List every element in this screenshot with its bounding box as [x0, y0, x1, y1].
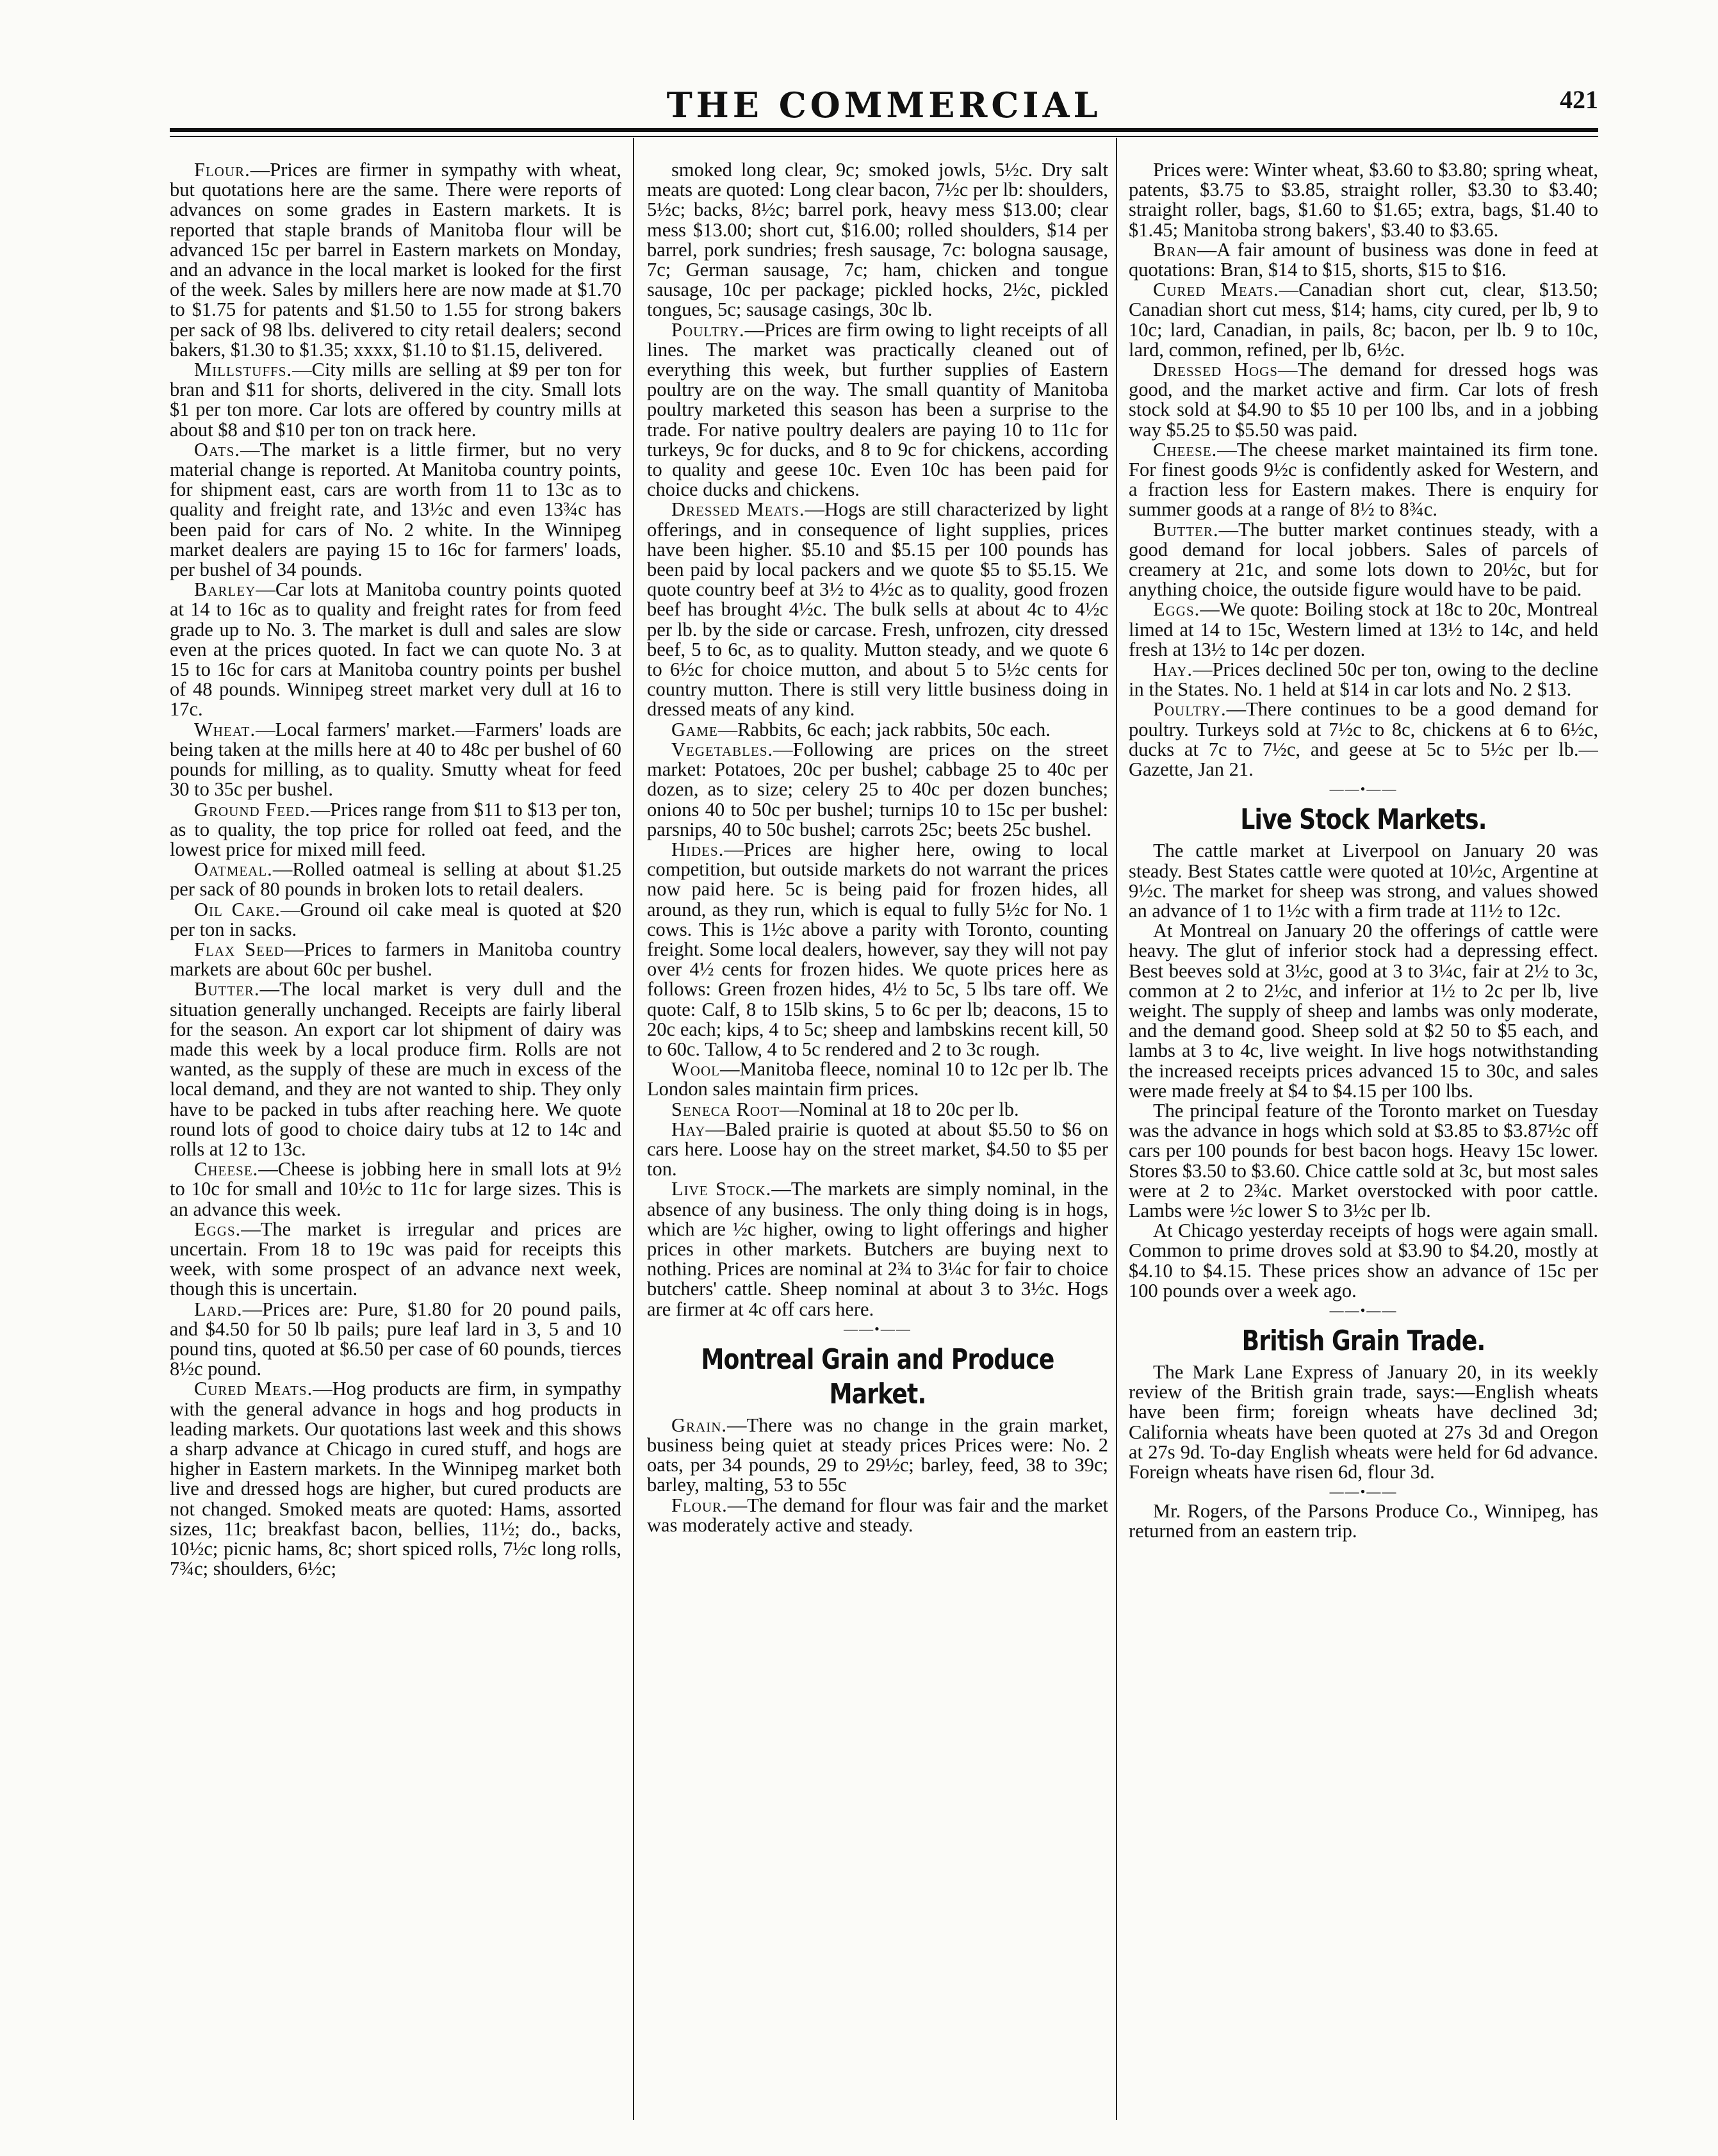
- paragraph-text: —The market is irregular and prices are uncertain. From 18 to 19c was paid for receipts this week, with some prospect of an advance next week, though this is uncertain.: [170, 1218, 621, 1300]
- paragraph-heading: Flax Seed: [194, 938, 284, 960]
- paragraph-text: —Manitoba fleece, nominal 10 to 12c per lb. The London sales maintain firm prices.: [647, 1058, 1108, 1100]
- closing-note: Mr. Rogers, of the Parsons Produce Co., Winnipeg, has returned from an eastern trip.: [1129, 1500, 1598, 1542]
- paragraph-heading: Poultry.: [1153, 698, 1227, 721]
- column-2: [647, 160, 1108, 2120]
- paragraph-heading: Cheese.: [1153, 438, 1218, 461]
- paragraph-text: —A fair amount of business was done in feed at quotations: Bran, $14 to $15, shorts, $15 to $16.: [1129, 238, 1598, 281]
- market-paragraph: [1129, 600, 1598, 660]
- paragraph-text: —The local market is very dull and the situation generally unchanged. Receipts are fairly liberal for the season. An export car lot shipment of dairy was made this week by a local produce firm. Rolls are not wanted, as the supply of these are much in excess of the local demand, and they are not wanted to ship. They only have to be packed in tubs after reaching here. We quote round lots of good to choice dairy tubs at 12 to 14c and rolls at 12 to 13c.: [170, 978, 621, 1160]
- market-paragraph: [170, 360, 621, 440]
- market-paragraph: [1129, 699, 1598, 780]
- paragraph-heading: Oil Cake.: [194, 898, 281, 920]
- paragraph-heading: Cured Meats.: [194, 1378, 313, 1400]
- paragraph-text: —The demand for dressed hogs was good, and the market active and firm. Car lots of fresh stock sold at $4.90 to $5 10 per 100 lbs, and in a jobbing way $5.25 to $5.50 was paid.: [1129, 359, 1598, 441]
- paragraph-text: —Prices range from $11 to $13 per ton, as to quality, the top price for rolled oat feed, and the lowest price for mixed mill feed.: [170, 798, 621, 860]
- column-3: [1129, 160, 1598, 2120]
- paragraph-heading: Dressed Meats.: [671, 498, 805, 521]
- paragraph-text: —Canadian short cut, clear, $13.50; Canadian short cut mess, $14; hams, city cured, per lb, 9 to 10c; lard, Canadian, in pails, 8c; bacon, per lb. 9 to 10c, lard, common, refined, per lb, 6½c.: [1129, 279, 1598, 361]
- paragraph-heading: Millstuffs.: [194, 359, 293, 381]
- paragraph-text: —There was no change in the grain market, business being quiet at steady prices Prices were: No. 2 oats, per 34 pounds, 29 to 29½c; barley, feed, 38 to 39c; barley, malting, 53 to 55c: [647, 1414, 1108, 1496]
- market-paragraph: [1129, 240, 1598, 280]
- market-paragraph: [647, 740, 1108, 840]
- column-divider: [1116, 138, 1117, 2120]
- paragraph-text: —We quote: Boiling stock at 18c to 20c, Montreal limed at 14 to 15c, Western limed at 13½ to 14c, and held fresh at 13½ to 14c per dozen.: [1129, 598, 1598, 660]
- paragraph-heading: Hay: [671, 1118, 706, 1140]
- paragraph-heading: Ground Feed.: [194, 798, 311, 821]
- market-paragraph: [1129, 440, 1598, 520]
- market-paragraph: [1129, 280, 1598, 360]
- paragraph-text: The cattle market at Liverpool on January 20 was steady. Best States cattle were quoted at 10½c, Argentine at 9½c. The market for sheep was strong, and values showed an advance of 1 to 1½c with a firm trade at 11½ to 12c.: [1129, 840, 1598, 922]
- market-paragraph: [1129, 841, 1598, 921]
- market-paragraph: [1129, 520, 1598, 600]
- market-paragraph: [647, 320, 1108, 500]
- paragraph-heading: Hay.: [1153, 658, 1193, 681]
- market-paragraph: [170, 1159, 621, 1220]
- paragraph-heading: Cured Meats.: [1153, 279, 1279, 301]
- paragraph-text: —Rolled oatmeal is selling at about $1.25 per sack of 80 pounds in broken lots to retail dealers.: [170, 858, 621, 901]
- paragraph-heading: Eggs.: [1153, 598, 1200, 621]
- market-paragraph: [647, 1416, 1108, 1496]
- section-ornament: ——•——: [844, 1320, 912, 1337]
- market-paragraph: [647, 1179, 1108, 1319]
- paragraph-text: At Montreal on January 20 the offerings of cattle were heavy. The glut of inferior stock had a depressing effect. Best beeves sold at 3½c, good at 3 to 3¼c, fair at 2½ to 3c, common at 2 to 2½c, and inferior at 1½ to 2c per lb, live weight. The supply of sheep and lambs was only moderate, and the demand good. Sheep sold at $2 50 to $5 each, and lambs at 3 to 4c, live weight. In live hogs notwithstanding the increased receipts prices advanced 15 to 30c, and sales were made freely at $4 to $4.15 per 100 lbs.: [1129, 920, 1598, 1102]
- paragraph-text: —Prices declined 50c per ton, owing to the decline in the States. No. 1 held at $14 in car lots and No. 2 $13.: [1129, 658, 1598, 701]
- paragraph-heading: Dressed Hogs: [1153, 359, 1278, 381]
- paragraph-text: —Ground oil cake meal is quoted at $20 per ton in sacks.: [170, 898, 621, 940]
- market-paragraph: [1129, 1101, 1598, 1221]
- paragraph-text: —The cheese market maintained its firm tone. For finest goods 9½c is confidently asked for Western, and a fraction less for Eastern makes. There is enquiry for summer goods at a range of 8½ to 8¾c.: [1129, 438, 1598, 521]
- paragraph-text: —Prices are firm owing to light receipts of all lines. The market was practically cleaned out of everything this week, but further supplies of Eastern poultry are on the way. The small quantity of Manitoba poultry marketed this season has been a surprise to the trade. For native poultry dealers are paying 10 to 11c for turkeys, 9c for ducks, and 8 to 9c for chickens, according to quality and geese 10c. Even 10c has been paid for choice ducks and chickens.: [647, 318, 1108, 501]
- paragraph-text: —Prices are higher here, owing to local competition, but outside markets do not warrant the prices now paid here. 5c is being paid for frozen hides, all around, as they run, which is equal to fully 5½c for No. 1 cows. This is 1½c above a parity with Toronto, counting freight. Some local dealers, however, say they will not pay over 4½ cents for frozen hides. We quote prices here as follows: Green frozen hides, 4½ to 5c, 5 lbs tare off. We quote: Calf, 8 to 15lb skins, 5 to 6c per lb; deacons, 15 to 20c each; kips, 4 to 5c; sheep and lambskins recent kill, 50 to 60c. Tallow, 4 to 5c rendered and 2 to 3c rough.: [647, 838, 1108, 1060]
- market-paragraph: [1129, 360, 1598, 440]
- paragraph-text: —Hog products are firm, in sympathy with the general advance in hogs and hog products in leading markets. Our quotations last week and this shows a sharp advance at Chicago in cured stuff, and hogs are higher in Eastern markets. In the Winnipeg market both live and dressed hogs are higher, but cured products are not changed. Smoked meats are quoted: Hams, assorted sizes, 11c; breakfast bacon, bellies, 11½; do., backs, 10½c; picnic hams, 8c; short spiced rolls, 7½c long rolls, 7¾c; shoulders, 6½c;: [170, 1378, 621, 1580]
- paragraph-text: —Nominal at 18 to 20c per lb.: [780, 1098, 1019, 1120]
- paragraph-text: smoked long clear, 9c; smoked jowls, 5½c. Dry salt meats are quoted: Long clear bacon, 7½c per lb: shoulders, 5½c; backs, 8½c; barrel pork, heavy mess $13.00; clear mess $13.00; short cut, $16.00; rolled shoulders, $14 per barrel, pork sundries; fresh sausage, 7c: bologna sausage, 7c; German sausage, 7c; ham, chicken and tongue sausage, 10c per package; pickled hocks, 2½c, pickled tongues, 5c; sausage casings, 30c lb.: [647, 160, 1108, 321]
- paragraph-heading: Seneca Root: [671, 1098, 780, 1120]
- paragraph-heading: Flour.: [671, 1494, 728, 1516]
- paragraph-heading: Flour.: [194, 160, 250, 181]
- market-paragraph: [647, 840, 1108, 1059]
- paragraph-text: The Mark Lane Express of January 20, in its weekly review of the British grain trade, says:—English wheats have been firm; foreign wheats have declined 3d; California wheats have been quoted at 27s 3d and Oregon at 27s 9d. To-day English wheats were held for 6d advance. Foreign wheats have risen 6d, flour 3d.: [1129, 1360, 1598, 1483]
- market-paragraph: [647, 160, 1108, 320]
- newspaper-title: THE COMMERCIAL: [666, 85, 1102, 126]
- market-paragraph: [647, 1120, 1108, 1180]
- paragraph-text: —Car lots at Manitoba country points quoted at 14 to 16c as to quality and freight rates for from feed grade up to No. 3. The market is dull and sales are slow even at the prices quoted. In fact we can quote No. 3 at 15 to 16c for cars at Manitoba country points per bushel of 48 pounds. Winnipeg street market very dull at 16 to 17c.: [170, 578, 621, 721]
- paragraph-text: —Local farmers' market.—Farmers' loads are being taken at the mills here at 40 to 48c per bushel of 60 pounds for milling, as to quality. Smutty wheat for feed 30 to 35c per bushel.: [170, 718, 621, 801]
- paragraph-heading: Cheese.: [194, 1158, 259, 1180]
- market-paragraph: [647, 1100, 1108, 1120]
- paragraph-text: —City mills are selling at $9 per ton for bran and $11 for shorts, delivered in the city. Small lots $1 per ton more. Car lots are offered by country mills at about $8 and $10 per ton on track here.: [170, 359, 621, 441]
- paragraph-text: Prices were: Winter wheat, $3.60 to $3.80; spring wheat, patents, $3.75 to $3.85, straight roller, $3.30 to $3.40; straight roller, bags, $1.60 to $1.65; extra, bags, $1.40 to $1.45; Manitoba strong bakers', $3.40 to $3.65.: [1129, 160, 1598, 241]
- market-paragraph: [647, 1496, 1108, 1535]
- paragraph-heading: Wool: [671, 1058, 720, 1081]
- market-paragraph: [170, 580, 621, 719]
- market-paragraph: [1129, 921, 1598, 1101]
- market-paragraph: [647, 720, 1108, 740]
- section-ornament: ——•——: [1329, 781, 1398, 797]
- paragraph-heading: Oatmeal.: [194, 858, 273, 881]
- paragraph-text: —There continues to be a good demand for poultry. Turkeys sold at 7½c to 8c, chickens at 6 to 6½c, ducks at 7c to 7½c, and geese at 5c to 5½c per lb.—Gazette, Jan 21.: [1129, 698, 1598, 781]
- section-heading-live-stock: Live Stock Markets.: [1240, 803, 1487, 837]
- market-paragraph: [170, 440, 621, 580]
- header-rule-thin: [170, 136, 1598, 137]
- paragraph-heading: Eggs.: [194, 1218, 241, 1240]
- paragraph-text: —Hogs are still characterized by light offerings, and in consequence of light supplies, prices have been higher. $5.10 and $5.15 per 100 pounds has been paid by local packers and we quote $5 to $5.15. We quote country beef at 3½ to 4½c as to quality, good frozen beef has brought 4½c. The bulk sells at about 4c to 4½c per lb. by the side or carcase. Fresh, unfrozen, city dressed beef, 5 to 6c, as to quality. Mutton steady, and we quote 6 to 6½c for choice mutton, and about 5 to 5½c cents for country mutton. There is still very little business doing in dressed meats of any kind.: [647, 498, 1108, 721]
- market-paragraph: [170, 1220, 621, 1300]
- market-paragraph: [647, 500, 1108, 719]
- market-paragraph: [170, 160, 621, 360]
- paragraph-text: —Prices to farmers in Manitoba country markets are about 60c per bushel.: [170, 938, 621, 981]
- column-1: [170, 160, 621, 2120]
- paragraph-heading: Butter.: [1153, 518, 1219, 541]
- market-paragraph: [1129, 1221, 1598, 1301]
- paragraph-heading: Hides.: [671, 838, 724, 860]
- paragraph-text: —The market is a little firmer, but no very material change is reported. At Manitoba country points, for shipment east, cars are worth from 11 to 13c as to quality and freight rate, and 13½c and even 13¾c has been paid for cars of No. 2 white. In the Winnipeg market dealers are paying 15 to 16c for farmers' loads, per bushel of 34 pounds.: [170, 438, 621, 581]
- paragraph-heading: Vegetables.: [671, 738, 774, 760]
- paragraph-text: —The butter market continues steady, with a good demand for local jobbers. Sales of parcels of creamery at 21c, and some lots down to 20½c, but for anything choice, the outside figure would have to be paid.: [1129, 518, 1598, 601]
- paragraph-heading: Live Stock.: [671, 1178, 772, 1200]
- paragraph-heading: Oats.: [194, 438, 240, 461]
- paragraph-text: The principal feature of the Toronto market on Tuesday was the advance in hogs which sold at $3.85 to $3.87½c off cars per 100 pounds for best bacon hogs. Heavy 15c lower. Stores $3.50 to $3.60. Chice cattle sold at 3c, but most sales were at 2 to 2¾c. Market overstocked with poor cattle. Lambs were ½c lower S to 3½c per lb.: [1129, 1099, 1598, 1221]
- paragraph-text: —The markets are simply nominal, in the absence of any business. The only thing doing is in hogs, which are ½c higher, owing to light offerings and higher prices in other markets. Butchers are buying next to nothing. Prices are nominal at 2¾ to 3¼c for fair to choice butchers' cattle. Sheep nominal at about 3 to 3½c. Hogs are firmer at 4c off cars here.: [647, 1178, 1108, 1320]
- paragraph-heading: Poultry.: [671, 318, 745, 341]
- market-paragraph: [170, 720, 621, 800]
- paragraph-text: —Baled prairie is quoted at about $5.50 to $6 on cars here. Loose hay on the street market, $4.50 to $5 per ton.: [647, 1118, 1108, 1180]
- market-paragraph: [170, 1379, 621, 1579]
- paragraph-text: —Prices are firmer in sympathy with wheat, but quotations here are the same. There were reports of advances on some grades in Eastern markets. It is reported that staple brands of Manitoba flour will be advanced 15c per barrel in Eastern markets on Monday, and an advance in the local market is looked for the first of the week. Sales by millers here are now made at $1.70 to $1.75 for patents and $1.50 to 1.55 for strong bakers per sack of 98 lbs. delivered to city retail dealers; second bakers, $1.30 to $1.35; xxxx, $1.10 to $1.15, delivered.: [170, 160, 621, 361]
- paragraph-heading: Barley: [194, 578, 256, 601]
- market-paragraph: [170, 979, 621, 1159]
- market-paragraph: [1129, 1362, 1598, 1482]
- section-ornament: ——•——: [1329, 1302, 1398, 1318]
- market-paragraph: [170, 940, 621, 979]
- market-paragraph: [1129, 160, 1598, 240]
- market-paragraph: [170, 1300, 621, 1380]
- paragraph-heading: Lard.: [194, 1298, 243, 1320]
- paragraph-text: —Prices are: Pure, $1.80 for 20 pound pails, and $4.50 for 50 lb pails; pure leaf lard in 3, 5 and 10 pound tins, quoted at $6.50 per case of 60 pounds, tierces 8½c pound.: [170, 1298, 621, 1380]
- paragraph-text: —Rabbits, 6c each; jack rabbits, 50c each.: [717, 718, 1051, 740]
- column-divider: [633, 138, 634, 2120]
- paragraph-text: —The demand for flour was fair and the market was moderately active and steady.: [647, 1494, 1108, 1536]
- page-number: 421: [1560, 85, 1598, 114]
- header-rule: [170, 128, 1598, 132]
- section-heading-montreal: Montreal Grain and Produce Market.: [701, 1343, 1054, 1410]
- market-paragraph: [647, 1059, 1108, 1099]
- paragraph-text: —Cheese is jobbing here in small lots at 9½ to 10c for small and 10½c to 11c for large sizes. This is an advance this week.: [170, 1158, 621, 1220]
- paragraph-heading: Grain.: [671, 1414, 727, 1436]
- paragraph-text: —Following are prices on the street market: Potatoes, 20c per bushel; cabbage 25 to 40c per dozen, as to size; celery 25 to 40c per dozen bunches; onions 40 to 50c per bushel; turnips 10 to 15c per bushel: parsnips, 40 to 50c bushel; carrots 25c; beets 25c bushel.: [647, 738, 1108, 840]
- paragraph-heading: Wheat.: [194, 718, 256, 740]
- paragraph-text: At Chicago yesterday receipts of hogs were again small. Common to prime droves sold at $3.90 to $4.20, mostly at $4.10 to $4.15. These prices show an advance of 15c per 100 pounds over a week ago.: [1129, 1220, 1598, 1302]
- market-paragraph: [170, 860, 621, 899]
- paragraph-heading: Game: [671, 718, 718, 740]
- market-paragraph: [170, 900, 621, 940]
- market-paragraph: [170, 800, 621, 860]
- paragraph-heading: Bran: [1153, 238, 1197, 261]
- market-paragraph: [1129, 660, 1598, 699]
- paragraph-heading: Butter.: [194, 978, 260, 1000]
- section-ornament: ——•——: [1329, 1483, 1398, 1500]
- section-heading-british-grain: British Grain Trade.: [1241, 1324, 1485, 1357]
